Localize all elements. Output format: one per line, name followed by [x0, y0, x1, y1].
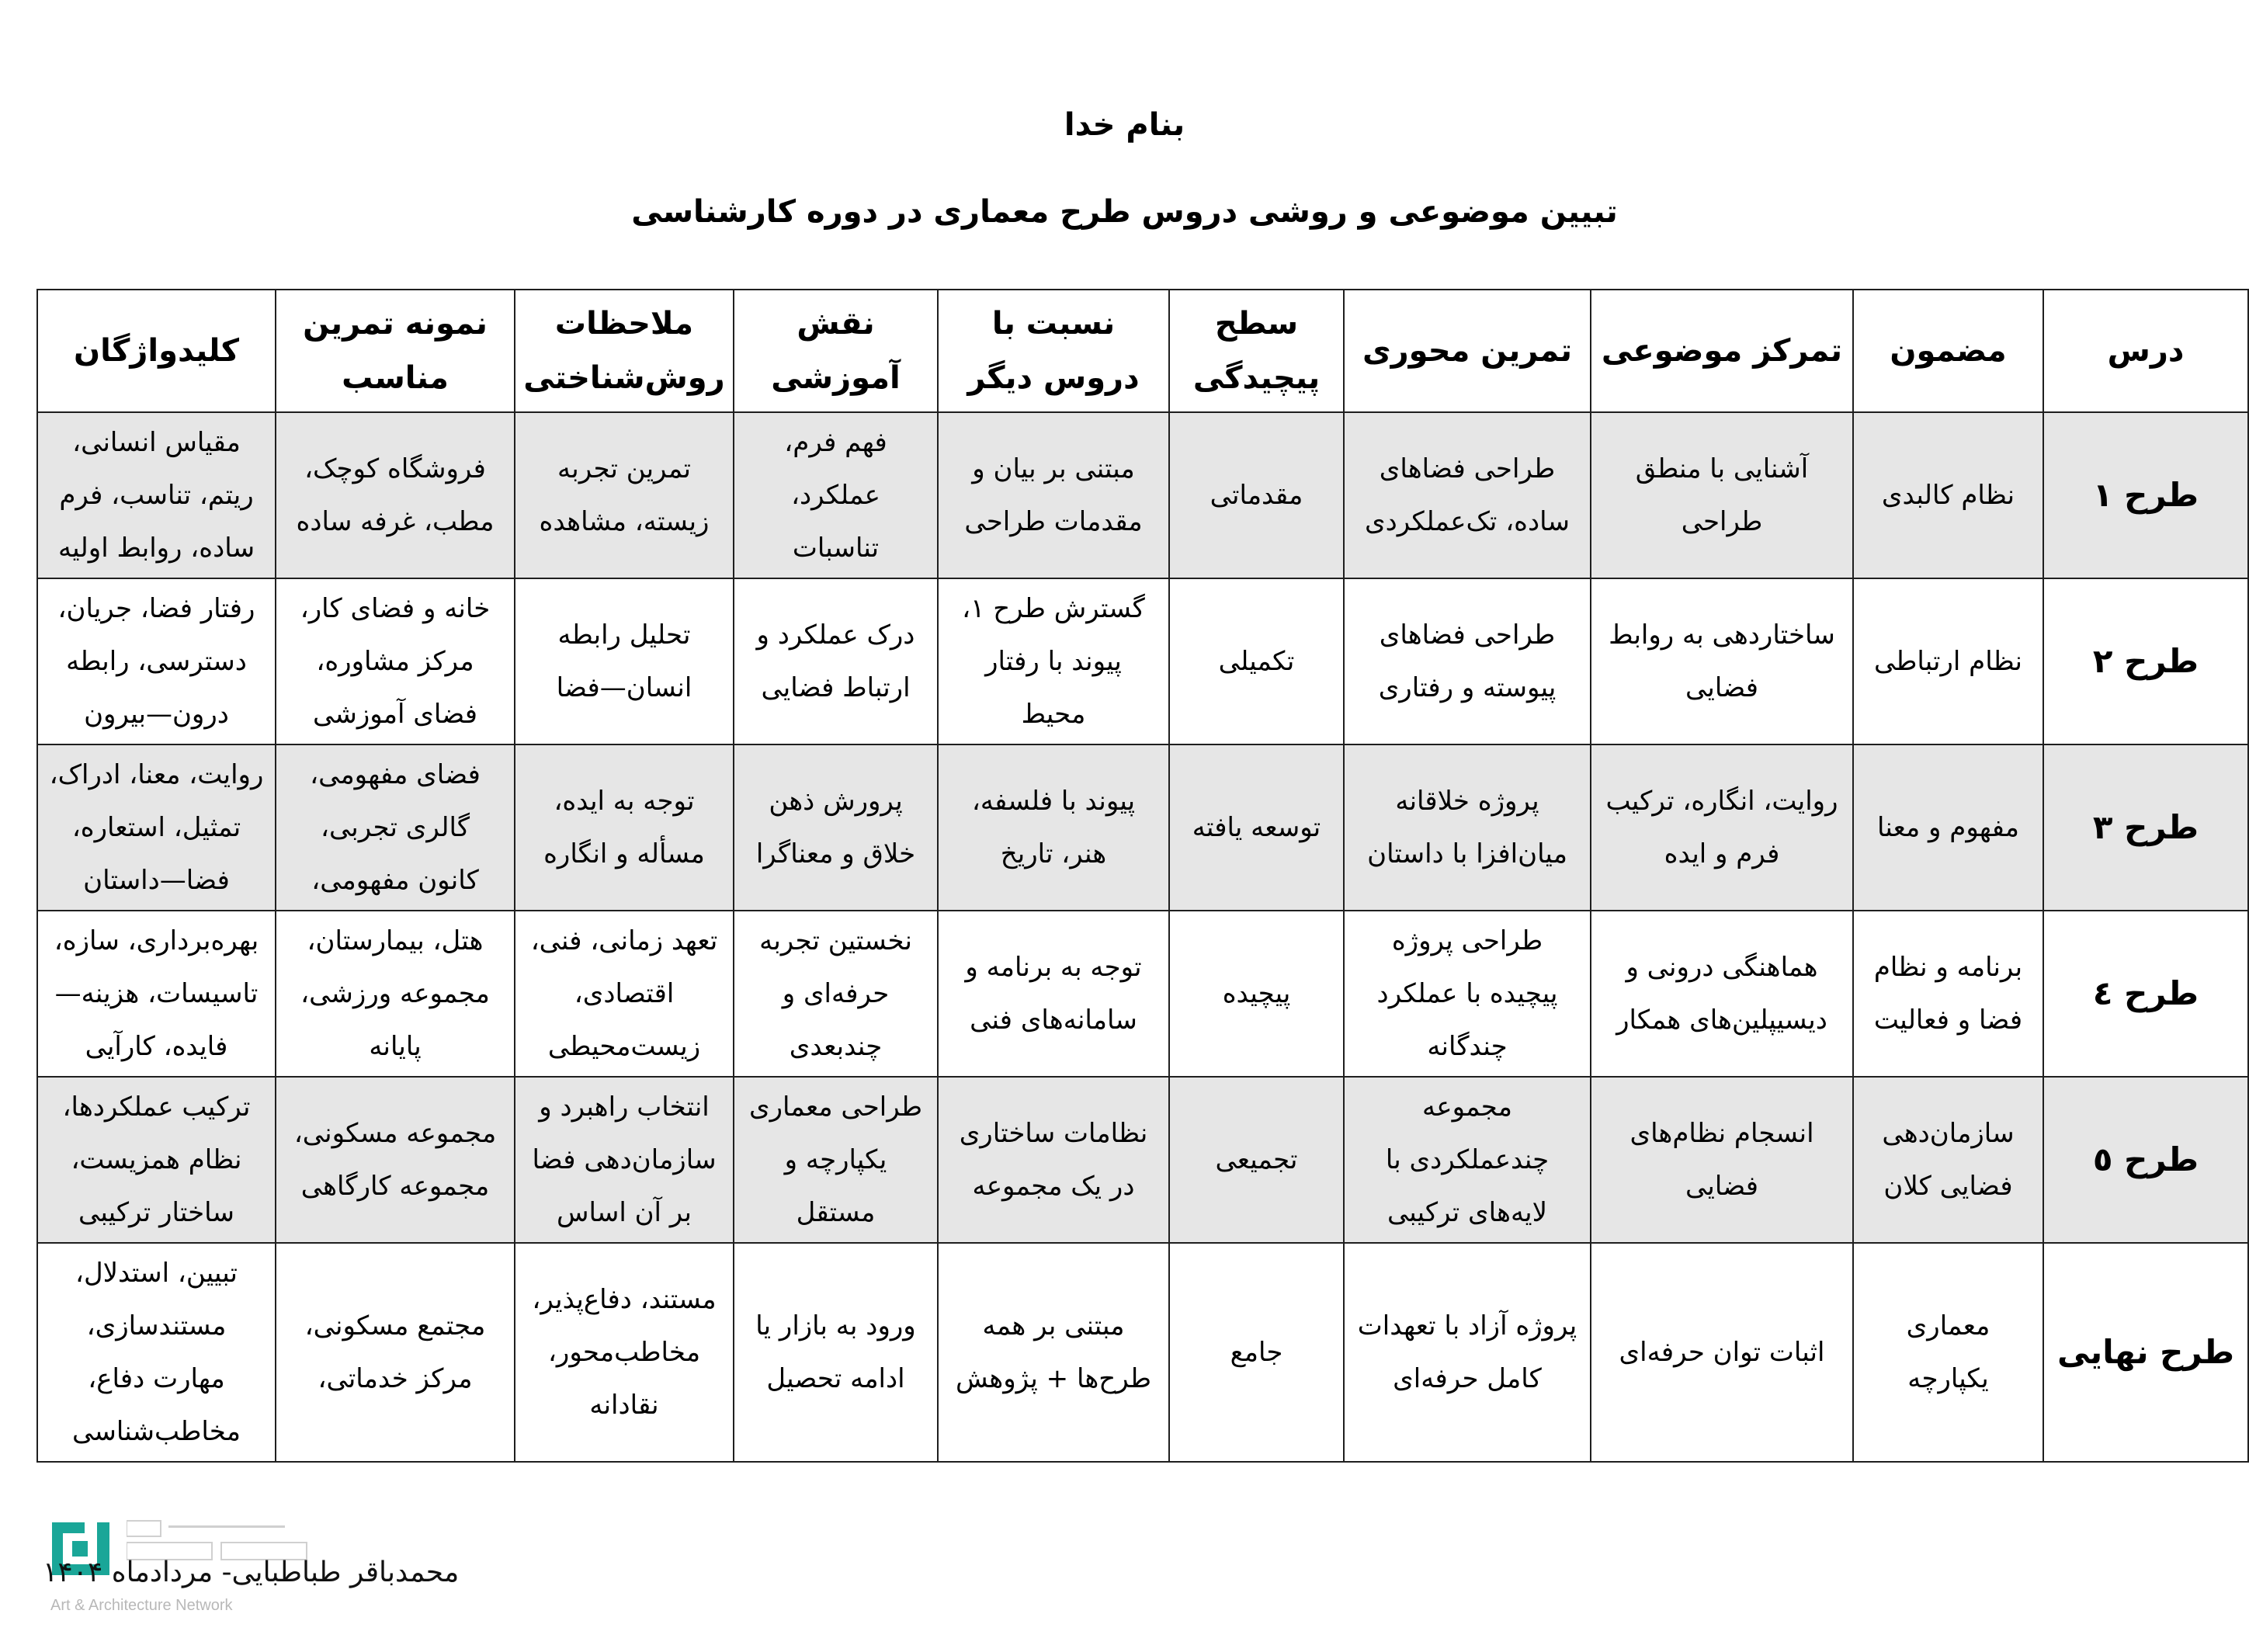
column-header	[515, 290, 734, 412]
cell-text: در یک مجموعه	[972, 1171, 1135, 1202]
cell-text: پیچیده	[1222, 978, 1291, 1009]
column-header-text: نسبت با	[991, 306, 1116, 342]
cell-text: یکپارچه	[1907, 1363, 1989, 1394]
cell-text: تکمیلی	[1218, 646, 1295, 677]
table-header-row	[37, 290, 2248, 412]
cell-text: نظامات ساختاری	[959, 1118, 1148, 1149]
cell-text: اثبات توان حرفه‌ای	[1619, 1337, 1825, 1368]
table-cell	[1344, 911, 1591, 1077]
cell-text: انتخاب راهبرد و	[539, 1092, 710, 1123]
cell-text: ساده، تک‌عملکردی	[1365, 506, 1570, 537]
cell-text: نظام همزیست،	[71, 1144, 242, 1175]
cell-text: سازمان‌دهی فضا	[532, 1144, 717, 1175]
cell-text: فهم فرم،	[784, 427, 887, 458]
cell-text: فرم و ایده	[1664, 838, 1780, 869]
cell-text: مهارت دفاع،	[88, 1363, 225, 1394]
cell-text: مخاطب‌شناسی	[72, 1416, 241, 1447]
table-cell	[1169, 578, 1344, 744]
cell-text: پرورش ذهن	[769, 786, 903, 817]
cell-text: ارتباط فضایی	[761, 672, 911, 703]
table-cell	[515, 412, 734, 578]
column-header	[2043, 290, 2248, 412]
table-cell	[1853, 744, 2043, 911]
column-header-text: مضمون	[1890, 333, 2007, 369]
column-header-text: کلیدواژگان	[73, 333, 240, 369]
table-cell	[734, 744, 938, 911]
cell-text: فضا و فعالیت	[1873, 1005, 2023, 1036]
table-cell	[276, 1243, 515, 1462]
cell-text: تحلیل رابطه	[557, 620, 691, 651]
cell-text: مطب، غرفه ساده	[296, 506, 495, 537]
cell-text: مفهوم و معنا	[1877, 812, 2019, 843]
cell-text: فضا—داستان	[83, 865, 230, 896]
cell-text: مبتنی بر بیان و	[972, 453, 1135, 484]
cell-text: پایانه	[369, 1031, 422, 1062]
cell-text: سازمان‌دهی	[1882, 1118, 2015, 1149]
cell-text: فضایی کلان	[1883, 1171, 2013, 1202]
cell-text: محیط	[1021, 699, 1086, 730]
cell-text: تاسیسات، هزینه—	[54, 978, 259, 1009]
cell-text: نظام کالبدی	[1881, 480, 2015, 511]
cell-text: چندگانه	[1427, 1031, 1508, 1062]
cell-text: اقتصادی،	[574, 978, 675, 1009]
table-cell	[276, 412, 515, 578]
cell-text: طرح ٤	[2092, 974, 2199, 1012]
cell-text: روایت، معنا، ادراک،	[49, 759, 264, 790]
table-cell	[734, 578, 938, 744]
cell-text: مخاطب‌محور،	[547, 1337, 701, 1368]
table-cell	[1853, 1077, 2043, 1243]
column-header-text: آموزشی	[771, 360, 901, 396]
column-header	[1591, 290, 1853, 412]
column-header-text: نمونه تمرین	[303, 306, 488, 342]
course-name-cell	[2043, 412, 2248, 578]
cell-text: چندبعدی	[789, 1031, 883, 1062]
cell-text: فضای مفهومی،	[310, 759, 481, 790]
cell-text: درک عملکرد و	[756, 620, 915, 651]
table-cell	[37, 578, 276, 744]
cell-text: ساختار ترکیبی	[78, 1197, 234, 1228]
cell-text: مقیاس انسانی،	[72, 427, 241, 458]
table-cell	[37, 911, 276, 1077]
cell-text: توسعه یافته	[1192, 812, 1321, 843]
cell-text: فضایی	[1685, 1171, 1758, 1202]
cell-text: گسترش طرح ۱،	[962, 593, 1145, 624]
column-header-text: روش‌شناختی	[523, 360, 725, 396]
cell-text: ترکیب عملکردها،	[62, 1092, 251, 1123]
table-cell	[1169, 911, 1344, 1077]
table-cell	[1853, 1243, 2043, 1462]
cell-text: مجموعه مسکونی،	[293, 1118, 497, 1149]
table-cell	[1591, 911, 1853, 1077]
cell-text: مقدماتی	[1210, 480, 1303, 511]
column-header-text: درس	[2107, 333, 2185, 369]
cell-text: مستند، دفاع‌پذیر،	[532, 1284, 717, 1315]
cell-text: طراحی معماری	[748, 1092, 923, 1123]
table-cell	[938, 744, 1169, 911]
cell-text: پیوند با رفتار	[985, 646, 1122, 677]
cell-text: مجموعه کارگاهی	[300, 1171, 490, 1202]
cell-text: طرح ٥	[2092, 1140, 2199, 1178]
column-header-text: ملاحظات	[554, 306, 694, 342]
cell-text: انسان—فضا	[556, 672, 692, 703]
column-header-text: مناسب	[342, 360, 449, 396]
table-cell	[37, 744, 276, 911]
cell-text: ساختاردهی به روابط	[1609, 620, 1835, 651]
logo-tagline: Art & Architecture Network	[50, 1597, 233, 1614]
cell-text: طرح ۲	[2092, 642, 2199, 680]
table-cell	[1169, 412, 1344, 578]
footer	[43, 1502, 508, 1619]
column-header-text: تمرکز موضوعی	[1601, 333, 1843, 369]
cell-text: مسأله و انگاره	[543, 838, 705, 869]
cell-text: دسترسی، رابطه	[66, 646, 247, 677]
column-header	[1169, 290, 1344, 412]
cell-text: مستندسازی،	[86, 1310, 227, 1341]
cell-text: نقادانه	[589, 1390, 659, 1421]
cell-text: معماری	[1906, 1310, 1990, 1341]
curriculum-table	[36, 289, 2249, 1463]
cell-text: تمرین تجربه	[557, 453, 691, 484]
column-header-text: نقش	[797, 306, 875, 342]
cell-text: تمثیل، استعاره،	[71, 812, 241, 843]
table-cell	[515, 1077, 734, 1243]
cell-text: پیچیده با عملکرد	[1376, 978, 1558, 1009]
table-cell	[1344, 1243, 1591, 1462]
table-cell	[37, 1243, 276, 1462]
cell-text: تجمیعی	[1215, 1144, 1298, 1175]
page-heading: بنام خدا	[1064, 107, 1185, 143]
column-header	[1344, 290, 1591, 412]
table-row	[37, 1077, 2248, 1243]
cell-text: طراحی فضاهای	[1379, 453, 1556, 484]
cell-text: نظام ارتباطی	[1874, 646, 2022, 677]
cell-text: بر آن اساس	[556, 1197, 692, 1228]
table-cell	[734, 412, 938, 578]
cell-text: انسجام نظام‌های	[1629, 1118, 1814, 1149]
cell-text: کانون مفهومی،	[311, 865, 479, 896]
cell-text: میان‌افزا با داستان	[1367, 838, 1567, 869]
course-name-cell	[2043, 911, 2248, 1077]
cell-text: درون—بیرون	[84, 699, 229, 730]
cell-text: نخستین تجربه	[759, 925, 912, 956]
cell-text: هنر، تاریخ	[1000, 838, 1107, 869]
column-header-text: سطح	[1214, 306, 1299, 342]
cell-text: حرفه‌ای و	[782, 978, 890, 1009]
cell-text: پروژه خلاقانه	[1395, 786, 1539, 817]
cell-text: لایه‌های ترکیبی	[1387, 1197, 1548, 1228]
column-header-text: دروس دیگر	[967, 360, 1140, 396]
column-header	[37, 290, 276, 412]
course-name-cell	[2043, 578, 2248, 744]
table-cell	[276, 1077, 515, 1243]
table-cell	[1591, 578, 1853, 744]
cell-text: عملکرد،	[791, 480, 880, 511]
cell-text: یکپارچه و	[784, 1144, 887, 1175]
cell-text: ادامه تحصیل	[766, 1363, 905, 1394]
column-header	[1853, 290, 2043, 412]
table-cell	[938, 412, 1169, 578]
column-header	[938, 290, 1169, 412]
cell-text: خانه و فضای کار،	[300, 593, 491, 624]
column-header-text: پیچیدگی	[1192, 360, 1321, 396]
cell-text: طرح ۱	[2092, 476, 2199, 514]
table-cell	[1591, 412, 1853, 578]
table-cell	[1344, 1077, 1591, 1243]
cell-text: مقدمات طراحی	[964, 506, 1143, 537]
table-cell	[276, 744, 515, 911]
table-cell	[1591, 1077, 1853, 1243]
table-cell	[1591, 744, 1853, 911]
cell-text: طراحی	[1681, 506, 1763, 537]
cell-text: ریتم، تناسب، فرم	[59, 480, 254, 511]
footer-credit: محمدباقر طباطبایی- مردادماه ۱۴۰۴	[43, 1557, 460, 1588]
cell-text: مجموعه	[1422, 1092, 1512, 1123]
cell-text: پروژه آزاد با تعهدات	[1357, 1310, 1577, 1341]
column-header	[276, 290, 515, 412]
cell-text: طراحی فضاهای	[1379, 620, 1556, 651]
table-cell	[938, 911, 1169, 1077]
table-cell	[1853, 412, 2043, 578]
cell-text: مرکز خدماتی،	[318, 1363, 473, 1394]
table-cell	[1344, 578, 1591, 744]
cell-text: مرکز مشاوره،	[316, 646, 474, 677]
table-cell	[1853, 578, 2043, 744]
cell-text: سامانه‌های فنی	[970, 1005, 1137, 1036]
table-cell	[1853, 911, 2043, 1077]
cell-text: مبتنی بر همه	[982, 1310, 1125, 1341]
cell-text: تعهد زمانی، فنی،	[530, 925, 718, 956]
table-cell	[1169, 744, 1344, 911]
cell-text: گالری تجربی،	[320, 812, 470, 843]
table-cell	[515, 911, 734, 1077]
cell-text: بهره‌برداری، سازه،	[54, 925, 259, 956]
table-cell	[276, 578, 515, 744]
table-body	[37, 412, 2248, 1462]
cell-text: مجموعه ورزشی،	[300, 978, 490, 1009]
cell-text: پیوند با فلسفه،	[971, 786, 1136, 817]
cell-text: کامل حرفه‌ای	[1393, 1363, 1542, 1394]
table-cell	[515, 1243, 734, 1462]
cell-text: زیست‌محیطی	[547, 1031, 701, 1062]
cell-text: فضای آموزشی	[313, 699, 477, 730]
cell-text: ساده، روابط اولیه	[57, 533, 255, 564]
cell-text: تناسبات	[792, 533, 880, 564]
cell-text: فروشگاه کوچک،	[304, 453, 486, 484]
table-row	[37, 578, 2248, 744]
page-title: تبیین موضوعی و روشی دروس طرح معماری در دوره کارشناسی	[631, 194, 1618, 230]
cell-text: هتل، بیمارستان،	[307, 925, 484, 956]
table-cell	[276, 911, 515, 1077]
table-cell	[734, 911, 938, 1077]
cell-text: طرح نهایی	[2056, 1333, 2235, 1371]
table-cell	[938, 1243, 1169, 1462]
table-cell	[37, 1077, 276, 1243]
cell-text: مستقل	[796, 1197, 876, 1228]
table-row	[37, 911, 2248, 1077]
cell-text: فضایی	[1685, 672, 1758, 703]
cell-text: توجه به ایده،	[554, 786, 695, 817]
table-cell	[1344, 412, 1591, 578]
cell-text: رفتار فضا، جریان،	[57, 593, 255, 624]
cell-text: چندعملکردی با	[1385, 1144, 1550, 1175]
course-name-cell	[2043, 744, 2248, 911]
cell-text: آشنایی با منطق	[1635, 453, 1809, 484]
cell-text: تبیین، استدلال،	[75, 1258, 238, 1289]
cell-text: پیوسته و رفتاری	[1378, 672, 1557, 703]
cell-text: روایت، انگاره، ترکیب	[1605, 786, 1838, 817]
table-row	[37, 744, 2248, 911]
course-name-cell	[2043, 1243, 2248, 1462]
table-cell	[1169, 1243, 1344, 1462]
cell-text: دیسیپلین‌های همکار	[1616, 1005, 1827, 1036]
cell-text: جامع	[1230, 1337, 1283, 1368]
cell-text: ورود به بازار یا	[755, 1310, 916, 1341]
cell-text: فایده، کارآیی	[85, 1031, 228, 1062]
cell-text: طراحی پروژه	[1391, 925, 1543, 956]
cell-text: طرح‌ها + پژوهش	[955, 1363, 1152, 1394]
cell-text: خلاق و معناگرا	[755, 838, 916, 869]
cell-text: زیسته، مشاهده	[539, 506, 710, 537]
column-header	[734, 290, 938, 412]
table-cell	[938, 1077, 1169, 1243]
table-cell	[515, 744, 734, 911]
table-cell	[938, 578, 1169, 744]
column-header-text: تمرین محوری	[1362, 333, 1573, 369]
cell-text: طرح ۳	[2092, 808, 2199, 846]
table-cell	[37, 412, 276, 578]
cell-text: مجتمع مسکونی،	[304, 1310, 486, 1341]
table-cell	[734, 1077, 938, 1243]
table-cell	[515, 578, 734, 744]
cell-text: برنامه و نظام	[1873, 952, 2023, 983]
table-cell	[1591, 1243, 1853, 1462]
table-cell	[734, 1243, 938, 1462]
course-name-cell	[2043, 1077, 2248, 1243]
table-cell	[1344, 744, 1591, 911]
table-cell	[1169, 1077, 1344, 1243]
table-row	[37, 412, 2248, 578]
table-row	[37, 1243, 2248, 1462]
cell-text: هماهنگی درونی و	[1626, 952, 1818, 983]
cell-text: توجه به برنامه و	[965, 952, 1142, 983]
